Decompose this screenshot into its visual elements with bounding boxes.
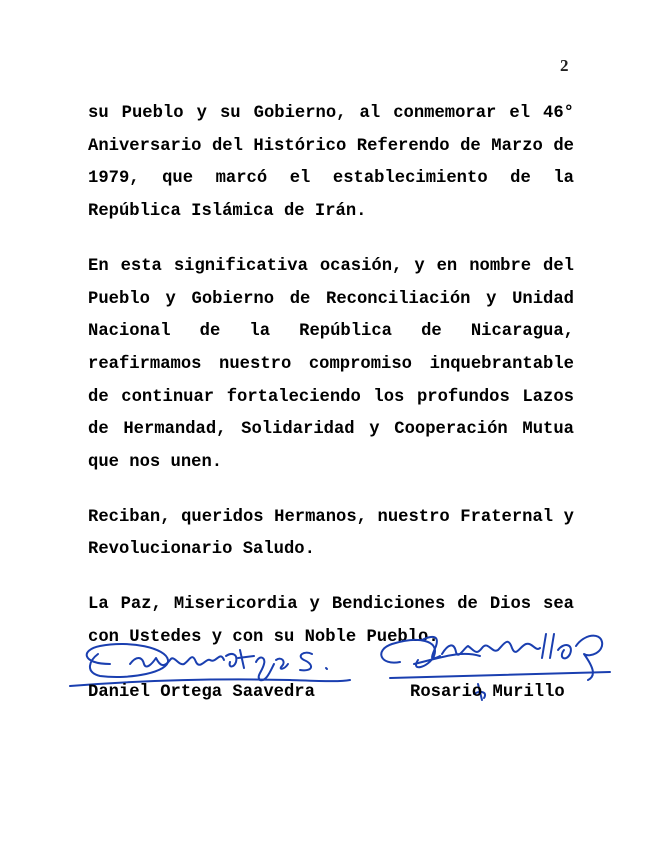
signatory-name-ortega: Daniel Ortega Saavedra	[88, 683, 315, 702]
page-number: 2	[560, 56, 569, 75]
paragraph-anniversary: su Pueblo y su Gobierno, al conmemorar el 46° Aniversario del Histórico Referendo de Marzo de 1979, que marcó el establecimiento de la República Islámica de Irán.	[88, 104, 574, 222]
paragraph-commitment: En esta significativa ocasión, y en nombre del Pueblo y Gobierno de Reconciliación y Unidad Nacional de la República de Nicaragua, reafirmamos nuestro compromiso inquebrantable de continuar fortaleciendo los profundos Lazos de Hermandad, Solidaridad y Cooperación Mutua que nos unen.	[88, 256, 574, 473]
paragraph-greeting: Reciban, queridos Hermanos, nuestro Fraternal y Revolucionario Saludo.	[88, 507, 574, 560]
paragraph-blessing: La Paz, Misericordia y Bendiciones de Dios sea con Ustedes y con su Noble Pueblo.	[88, 595, 574, 647]
signatory-name-murillo: Rosario Murillo	[410, 683, 565, 702]
letter-body	[88, 98, 574, 677]
